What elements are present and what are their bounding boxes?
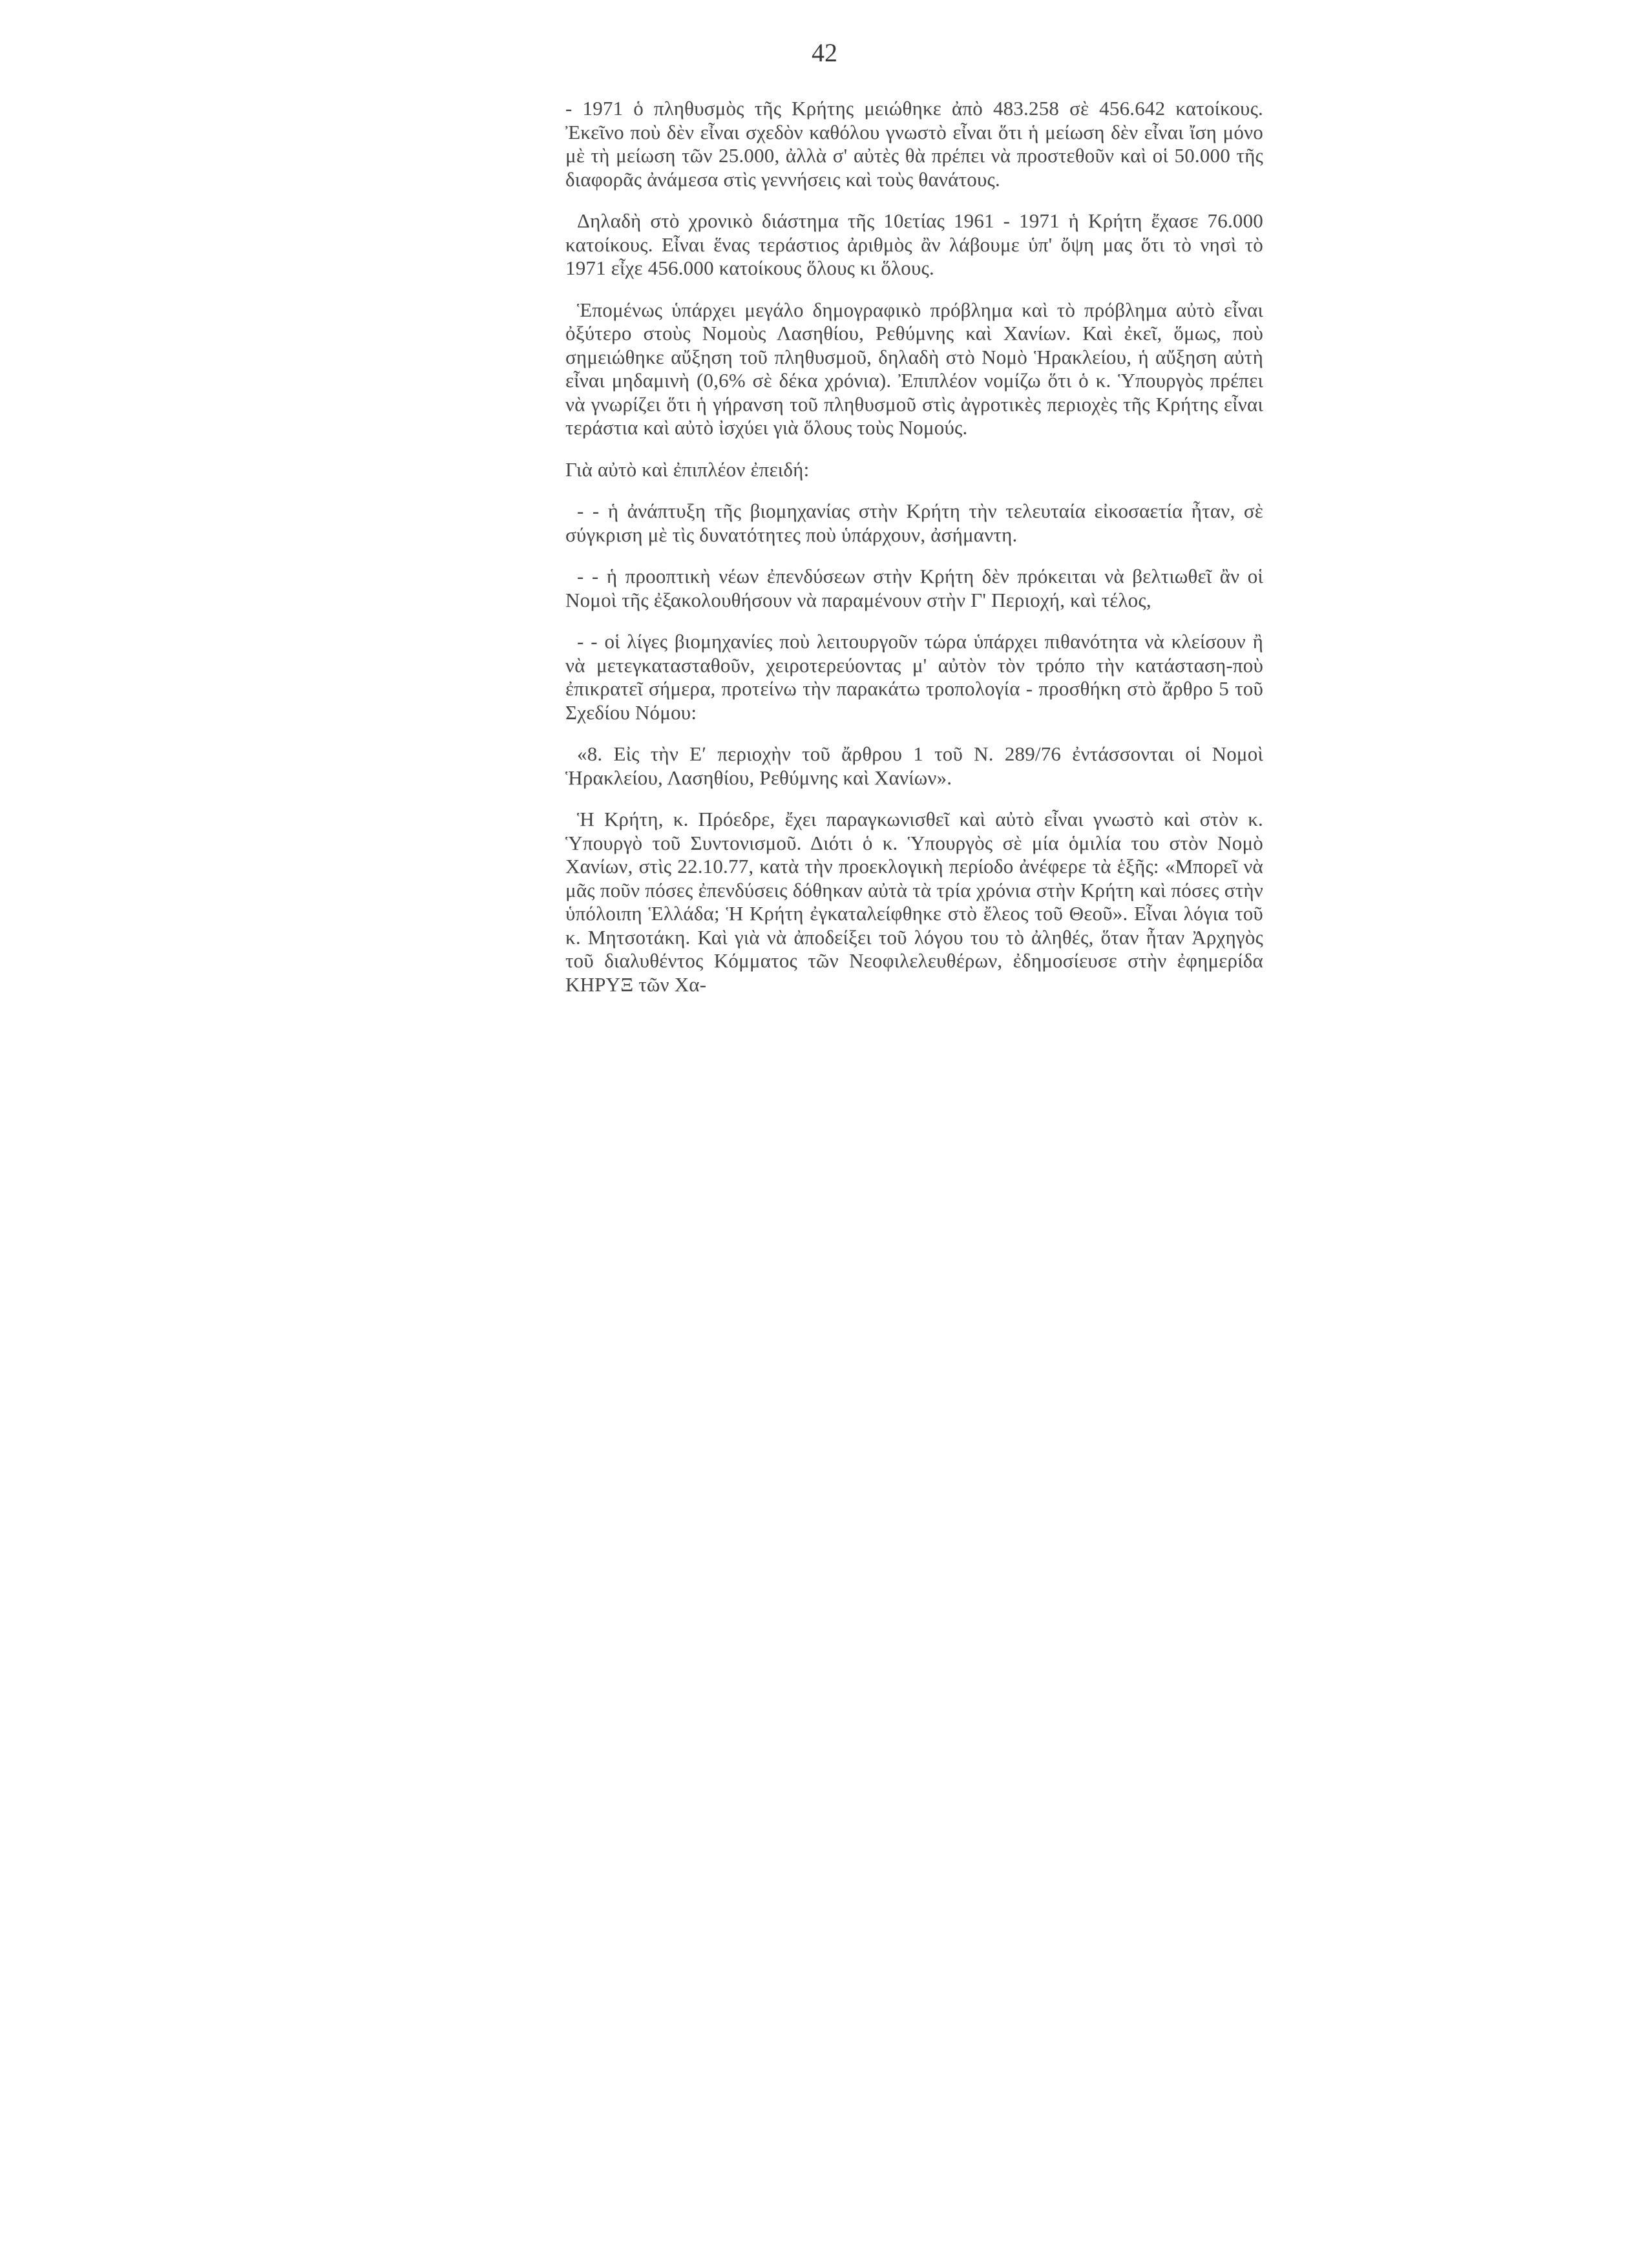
paragraph-investment-prospects: - - ἡ προοπτικὴ νέων ἐπενδύσεων στὴν Κρήτη δὲν πρόκειται νὰ βελτιωθεῖ ἂν οἱ Νομοὶ τῆς ἐξακολουθήσουν νὰ παραμένουν στὴν Γ' Περιοχή, καὶ τέλος, bbox=[565, 565, 1263, 611]
paragraph-amendment-proposal: - - οἱ λίγες βιομηχανίες ποὺ λειτουργοῦν τώρα ὑπάρχει πιθανότητα νὰ κλείσουν ἢ νὰ μετεγκατασταθοῦν, χειροτερεύοντας μ' αὐτὸν τὸν τρόπο τὴν κατάσταση-ποὺ ἐπικρατεῖ σήμερα, προτείνω τὴν παρακάτω τροπολογία - προσθήκη στὸ ἄρθρο 5 τοῦ Σχεδίου Νόμου: bbox=[565, 630, 1263, 724]
paragraph-population-decline: - 1971 ὁ πληθυσμὸς τῆς Κρήτης μειώθηκε ἀπὸ 483.258 σὲ 456.642 κατοίκους. Ἐκεῖνο ποὺ δὲν εἶναι σχεδὸν καθόλου γνωστὸ εἶναι ὅτι ἡ μείωση δὲν εἶναι ἴση μόνο μὲ τὴ μείωση τῶν 25.000, ἀλλὰ σ' αὐτὲς θὰ πρέπει νὰ προστεθοῦν καὶ οἱ 50.000 τῆς διαφορᾶς ἀνάμεσα στὶς γεννήσεις καὶ τοὺς θανάτους. bbox=[565, 97, 1263, 191]
paragraph-industry-development: - - ἡ ἀνάπτυξη τῆς βιομηχανίας στὴν Κρήτη τὴν τελευταία εἰκοσαετία ἦταν, σὲ σύγκριση μὲ τὶς δυνατότητες ποὺ ὑπάρχουν, ἀσήμαντη. bbox=[565, 499, 1263, 546]
paragraph-amendment-text: «8. Εἰς τὴν Εʹ περιοχὴν τοῦ ἄρθρου 1 τοῦ Ν. 289/76 ἐντάσσονται οἱ Νομοὶ Ἡρακλείου, Λασηθίου, Ρεθύμνης καὶ Χανίων». bbox=[565, 742, 1263, 789]
document-body bbox=[565, 97, 1263, 1014]
paragraph-crete-neglected: Ἡ Κρήτη, κ. Πρόεδρε, ἔχει παραγκωνισθεῖ καὶ αὐτὸ εἶναι γνωστὸ καὶ στὸν κ. Ὑπουργὸ τοῦ Συντονισμοῦ. Διότι ὁ κ. Ὑπουργὸς σὲ μία ὁμιλία του στὸν Νομὸ Χανίων, στὶς 22.10.77, κατὰ τὴν προεκλογικὴ περίοδο ἀνέφερε τὰ ἑξῆς: «Μπορεῖ νὰ μᾶς ποῦν πόσες ἐπενδύσεις δόθηκαν αὐτὰ τὰ τρία χρόνια στὴν Κρήτη καὶ πόσες στὴν ὑπόλοιπη Ἑλλάδα; Ἡ Κρήτη ἐγκαταλείφθηκε στὸ ἔλεος τοῦ Θεοῦ». Εἶναι λόγια τοῦ κ. Μητσοτάκη. Καὶ γιὰ νὰ ἀποδείξει τοῦ λόγου του τὸ ἀληθές, ὅταν ἦταν Ἀρχηγὸς τοῦ διαλυθέντος Κόμματος τῶν Νεοφιλελευθέρων, ἐδημοσίευσε στὴν ἐφημερίδα ΚΗΡΥΞ τῶν Χα- bbox=[565, 808, 1263, 996]
paragraph-decade-loss: Δηλαδὴ στὸ χρονικὸ διάστημα τῆς 10ετίας 1961 - 1971 ἡ Κρήτη ἔχασε 76.000 κατοίκους. Εἶναι ἕνας τεράστιος ἀριθμὸς ἂν λάβουμε ὑπ' ὄψη μας ὅτι τὸ νησὶ τὸ 1971 εἶχε 456.000 κατοίκους ὅλους κι ὅλους. bbox=[565, 209, 1263, 279]
paragraph-demographic-problem: Ἑπομένως ὑπάρχει μεγάλο δημογραφικὸ πρόβλημα καὶ τὸ πρόβλημα αὐτὸ εἶναι ὀξύτερο στοὺς Νομοὺς Λασηθίου, Ρεθύμνης καὶ Χανίων. Καὶ ἐκεῖ, ὅμως, ποὺ σημειώθηκε αὔξηση τοῦ πληθυσμοῦ, δηλαδὴ στὸ Νομὸ Ἡρακλείου, ἡ αὔξηση αὐτὴ εἶναι μηδαμινὴ (0,6% σὲ δέκα χρόνια). Ἐπιπλέον νομίζω ὅτι ὁ κ. Ὑπουργὸς πρέπει νὰ γνωρίζει ὅτι ἡ γήρανση τοῦ πληθυσμοῦ στὶς ἀγροτικὲς περιοχὲς τῆς Κρήτης εἶναι τεράστια καὶ αὐτὸ ἰσχύει γιὰ ὅλους τοὺς Νομούς. bbox=[565, 298, 1263, 439]
page-number: 42 bbox=[812, 38, 837, 67]
paragraph-therefore: Γιὰ αὐτὸ καὶ ἐπιπλέον ἐπειδή: bbox=[565, 457, 810, 481]
